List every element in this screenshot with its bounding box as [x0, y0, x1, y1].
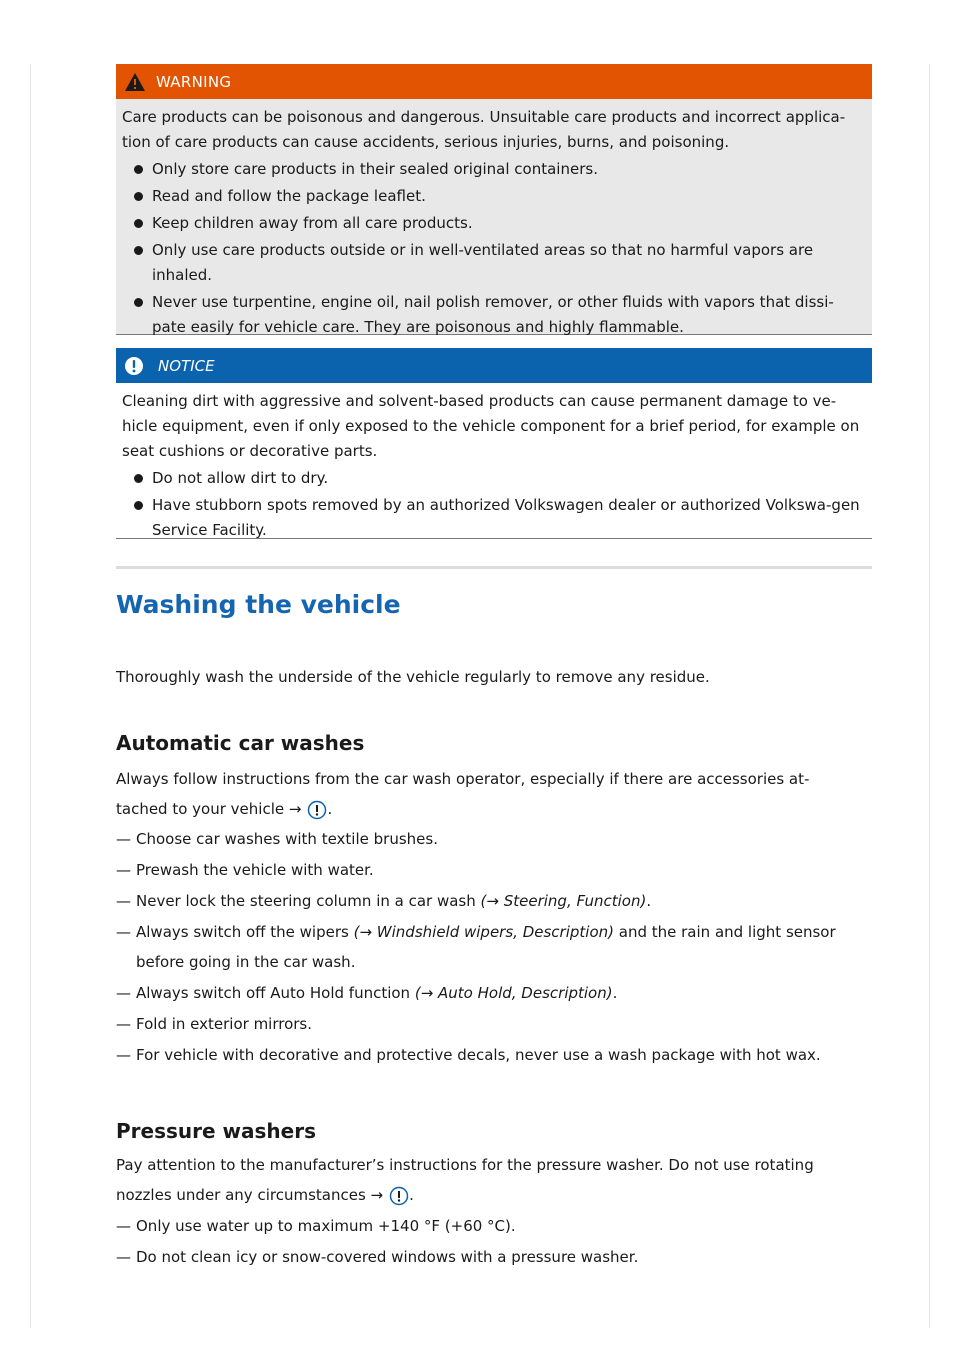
- list-item: Have stubborn spots removed by an authorized Volkswagen dealer or authorized Volkswa-gen Service Facility.: [128, 493, 862, 543]
- list-item: — Choose car washes with textile brushes.: [116, 830, 438, 848]
- notice-ref-icon[interactable]: [389, 1186, 409, 1206]
- bullet-icon: [134, 501, 143, 510]
- automatic-steps-list: [116, 824, 876, 1071]
- list-item: — Prewash the vehicle with water.: [116, 861, 374, 879]
- warning-title: WARNING: [156, 72, 232, 91]
- right-margin-rule: [929, 64, 930, 1328]
- list-item: Read and follow the package leaflet.: [128, 184, 862, 209]
- bullet-icon: [134, 192, 143, 201]
- automatic-paragraph: Always follow instructions from the car wash operator, especially if there are accessories at-tached to your vehicle → .: [116, 770, 810, 818]
- steering-ref-link[interactable]: (→ Steering, Function): [480, 892, 647, 910]
- list-item: Only use care products outside or in well-ventilated areas so that no harmful vapors are inhaled.: [128, 238, 862, 288]
- section-title: Washing the vehicle: [116, 590, 401, 619]
- list-item: — Fold in exterior mirrors.: [116, 1015, 313, 1033]
- section-intro: Thoroughly wash the underside of the vehicle regularly to remove any residue.: [116, 668, 710, 686]
- list-item: — Do not clean icy or snow-covered windows with a pressure washer.: [116, 1248, 639, 1266]
- list-item: Never use turpentine, engine oil, nail polish remover, or other fluids with vapors that dissi-pate easily for vehicle care. They are poisonous and highly flammable.: [128, 290, 862, 340]
- bullet-icon: [134, 298, 143, 307]
- warning-header: [116, 64, 872, 99]
- wipers-ref-link[interactable]: (→ Windshield wipers, Description): [353, 923, 614, 941]
- left-margin-rule: [30, 64, 31, 1328]
- notice-header: [116, 348, 872, 383]
- warning-box: [116, 64, 872, 335]
- pressure-washers-heading: Pressure washers: [116, 1119, 316, 1143]
- exclamation-circle-icon: [124, 356, 144, 376]
- notice-title: NOTICE: [158, 356, 215, 375]
- section-divider: [116, 566, 872, 569]
- auto-hold-ref-link[interactable]: (→ Auto Hold, Description): [414, 984, 613, 1002]
- list-item: — For vehicle with decorative and protective decals, never use a wash package with hot wax.: [116, 1046, 821, 1064]
- bullet-icon: [134, 219, 143, 228]
- bullet-icon: [134, 165, 143, 174]
- notice-box: [116, 348, 872, 539]
- notice-ref-icon[interactable]: [307, 800, 327, 820]
- list-item: — Never lock the steering column in a car wash (→ Steering, Function).: [116, 892, 652, 910]
- warning-triangle-icon: [124, 72, 146, 92]
- automatic-car-washes-heading: Automatic car washes: [116, 731, 365, 755]
- notice-intro: Cleaning dirt with aggressive and solvent-based products can cause permanent damage to ve-hicle equipment, even if only exposed to the vehicle component for a brief period, for example on seat cushions or decorative parts.: [122, 392, 860, 460]
- bullet-icon: [134, 474, 143, 483]
- pressure-paragraph: Pay attention to the manufacturer’s instructions for the pressure washer. Do not use rotating nozzles under any circumstances → .: [116, 1156, 814, 1204]
- list-item: Keep children away from all care products.: [128, 211, 862, 236]
- list-item: — Always switch off Auto Hold function (→ Auto Hold, Description).: [116, 984, 618, 1002]
- bullet-icon: [134, 246, 143, 255]
- list-item: — Always switch off the wipers (→ Windshield wipers, Description) and the rain and light sensor before going in the car wash.: [116, 923, 836, 971]
- list-item: Do not allow dirt to dry.: [128, 466, 862, 491]
- list-item: Only store care products in their sealed original containers.: [128, 157, 862, 182]
- pressure-steps-list: [116, 1211, 876, 1273]
- list-item: — Only use water up to maximum +140 °F (+60 °C).: [116, 1217, 516, 1235]
- warning-intro: Care products can be poisonous and dangerous. Unsuitable care products and incorrect applica-tion of care products can cause accidents, serious injuries, burns, and poisoning.: [122, 108, 846, 151]
